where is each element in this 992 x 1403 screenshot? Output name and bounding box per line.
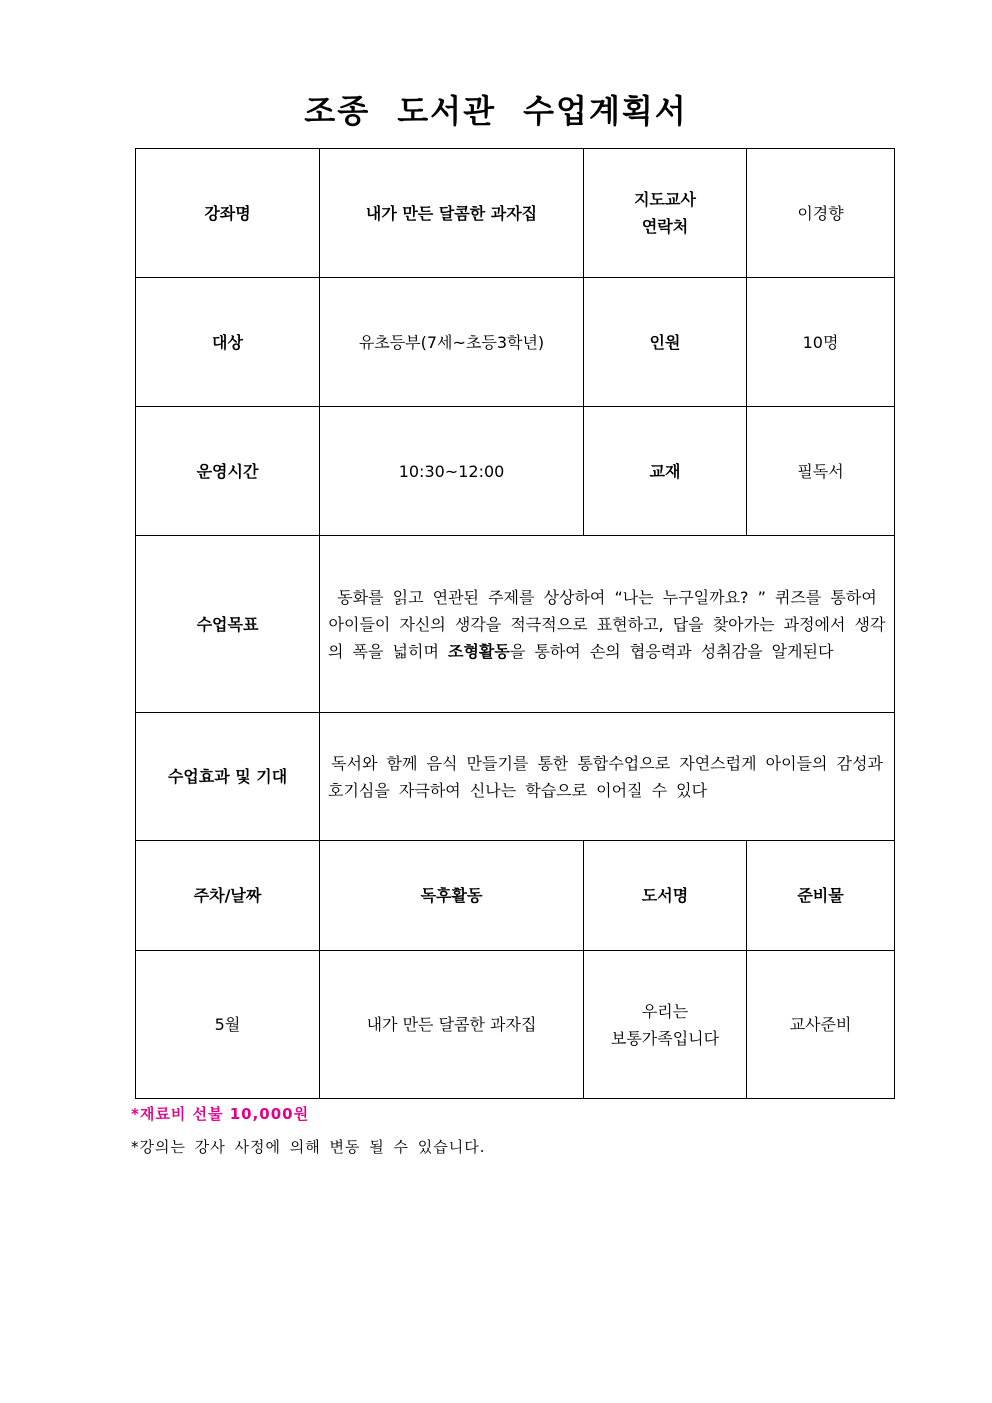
lesson-plan-table <box>135 148 895 1099</box>
schedule-header-row <box>136 841 895 951</box>
count-label: 인원 <box>584 278 747 407</box>
course-label: 강좌명 <box>136 149 320 278</box>
goal-text-part2: 을 통하여 손의 협응력과 성취감을 알게된다 <box>509 641 834 661</box>
goal-text-bold: 조형활동 <box>448 641 510 661</box>
teacher-label-line2: 연락처 <box>641 217 689 236</box>
page-title: 조종 도서관 수업계획서 <box>304 92 688 130</box>
count-value: 10명 <box>747 278 895 407</box>
schedule-book <box>584 951 747 1099</box>
schedule-book-line1: 우리는 <box>641 1001 689 1021</box>
schedule-row <box>136 951 895 1099</box>
target-label: 대상 <box>136 278 320 407</box>
schedule-date: 5월 <box>136 951 320 1099</box>
time-label: 운영시간 <box>136 407 320 536</box>
goal-text <box>320 536 895 713</box>
time-value: 10:30~12:00 <box>320 407 584 536</box>
effect-row <box>136 713 895 841</box>
schedule-book-line2: 보통가족입니다 <box>610 1028 720 1048</box>
course-value: 내가 만든 달콤한 과자집 <box>320 149 584 278</box>
target-row <box>136 278 895 407</box>
effect-label: 수업효과 및 기대 <box>136 713 320 841</box>
schedule-activity: 내가 만든 달콤한 과자집 <box>320 951 584 1099</box>
schedule-header-date: 주차/날짜 <box>136 841 320 951</box>
book-label: 교재 <box>584 407 747 536</box>
goal-text-part1: 동화를 읽고 연관된 주제를 상상하여 “나는 누구일까요? ” 퀴즈를 통하여 아이들이 자신의 생각을 적극적으로 표현하고, 답을 찾아가는 과정에서 생각의 폭을 넓히며 <box>328 587 886 661</box>
target-value: 유초등부(7세~초등3학년) <box>320 278 584 407</box>
time-row <box>136 407 895 536</box>
fee-note: *재료비 선불 10,000원 <box>131 1105 310 1123</box>
schedule-header-book: 도서명 <box>584 841 747 951</box>
goal-label: 수업목표 <box>136 536 320 713</box>
book-value: 필독서 <box>747 407 895 536</box>
effect-text: 독서와 함께 음식 만들기를 통한 통합수업으로 자연스럽게 아이들의 감성과 호기심을 자극하여 신나는 학습으로 이어질 수 있다 <box>320 713 895 841</box>
schedule-header-activity: 독후활동 <box>320 841 584 951</box>
course-row <box>136 149 895 278</box>
teacher-label <box>584 149 747 278</box>
schedule-supplies: 교사준비 <box>747 951 895 1099</box>
goal-row <box>136 536 895 713</box>
disclaimer-note: *강의는 강사 사정에 의해 변동 될 수 있습니다. <box>131 1138 486 1156</box>
schedule-header-supplies: 준비물 <box>747 841 895 951</box>
teacher-value: 이경향 <box>747 149 895 278</box>
teacher-label-line1: 지도교사 <box>634 190 696 209</box>
